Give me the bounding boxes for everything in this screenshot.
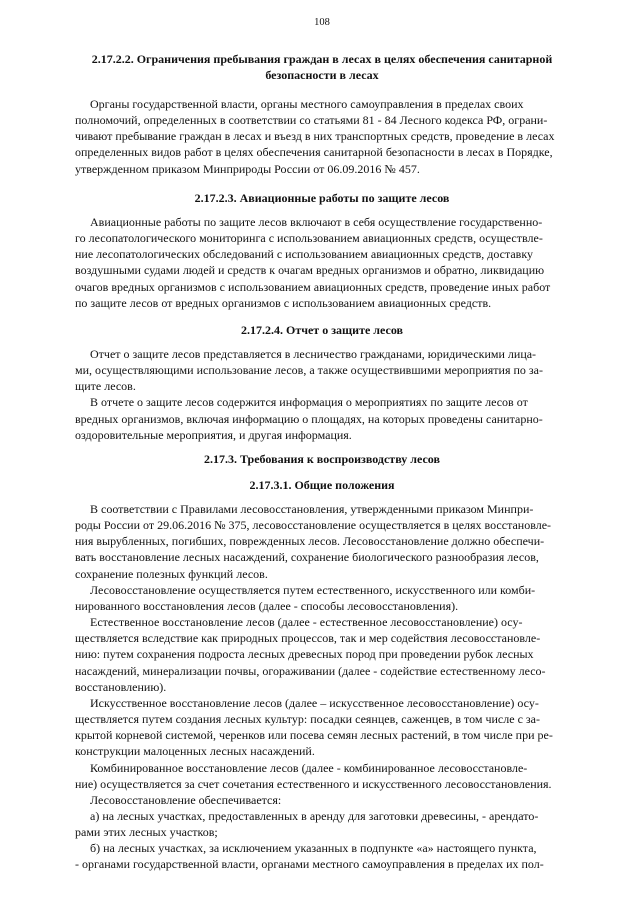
section-heading: 2.17.3.1. Общие положения bbox=[249, 478, 395, 492]
paragraph: В отчете о защите лесов содержится информация о мероприятиях по защите лесов от вредных организмов, включая информацию о площадях, на которых проведены санитарно- оздоровительные мероприятия, и другая информация. bbox=[75, 395, 543, 442]
section-heading-2-17-2-3 bbox=[75, 190, 569, 206]
paragraph: Комбинированное восстановление лесов (далее - комбинированное лесовосстановле- ние) осуществляется за счет сочетания естественного и искусственного лесовосстановления. bbox=[75, 760, 552, 791]
section-heading: 2.17.2.2. Ограничения пребывания граждан в лесах в целях обеспечения санитарной безопасности в лесах bbox=[91, 52, 553, 82]
section-heading-2-17-3-1 bbox=[75, 477, 569, 493]
paragraph: Искусственное восстановление лесов (далее – искусственное лесовосстановление) осу- ществляется путем создания лесных культур: посадки сеянцев, саженцев, в том числе с за- крытой корневой системой, черенков или посева семян лесных растений, в том числе при ре- конструкции малоценных лесных насаждений. bbox=[75, 695, 553, 759]
paragraph: Естественное восстановление лесов (далее - естественное лесовосстановление) осу- ществляется вследствие как природных процессов, так и мер содействия лесовосстановле- нию: путем сохранения подроста лесных древесных пород при проведении рубок лесных насаждений, минерализации почвы, огораживании (далее - содействие естественному лесо- восстановлению). bbox=[75, 615, 546, 694]
section-heading: 2.17.2.4. Отчет о защите лесов bbox=[240, 323, 404, 337]
section-heading-2-17-2-2 bbox=[75, 51, 569, 83]
section-heading-2-17-3 bbox=[75, 451, 569, 467]
paragraph: б) на лесных участках, за исключением указанных в подпункте «а» настоящего пункта, - органами государственной власти, органами местного самоуправления в пределах их пол- bbox=[75, 841, 544, 872]
section-2-17-2-2-body bbox=[75, 96, 569, 177]
paragraph: Лесовосстановление осуществляется путем естественного, искусственного или комби- нированного восстановления лесов (далее - способы лесовосстановления). bbox=[75, 582, 536, 613]
paragraph: Органы государственной власти, органы местного самоуправления в пределах своих полномочий, определенных в соответствии со статьями 81 - 84 Лесного кодекса РФ, ограни- чивают пребывание граждан в лесах и въезд в них транспортных средств, проведение в лесах определенных видов работ в целях обеспечения санитарной безопасности в лесах в Порядке, утвержденном приказом Минприроды России от 06.09.2016 № 457. bbox=[75, 97, 555, 176]
paragraph: Лесовосстановление обеспечивается: bbox=[90, 792, 282, 807]
section-2-17-2-4-body bbox=[75, 346, 569, 443]
paragraph: Отчет о защите лесов представляется в лесничество гражданами, юридическими лица- ми, осуществляющими использование лесов, а также осуществившими мероприятия по за- щите лесов. bbox=[75, 347, 543, 394]
page-number: 108 bbox=[314, 17, 330, 28]
section-heading: 2.17.2.3. Авиационные работы по защите лесов bbox=[194, 191, 450, 205]
section-2-17-2-3-body bbox=[75, 214, 569, 311]
section-2-17-3-1-body bbox=[75, 501, 569, 873]
paragraph: Авиационные работы по защите лесов включают в себя осуществление государственно- го лесопатологического мониторинга с использованием авиационных средств, осуществле- ние лесопатологических обследований с использованием авиационных средств, доставку воздушными судами людей и средств к очагам вредных организмов и обратно, ликвидацию очагов вредных организмов с использованием авиационных средств, проведение иных работ по защите лесов от вредных организмов с использованием авиационных средств. bbox=[75, 215, 551, 310]
paragraph: а) на лесных участках, предоставленных в аренду для заготовки древесины, - арендато- рами этих лесных участков; bbox=[75, 808, 539, 840]
section-heading-2-17-2-4 bbox=[75, 322, 569, 338]
paragraph: В соответствии с Правилами лесовосстановления, утвержденными приказом Минпри- роды России от 29.06.2016 № 375, лесовосстановление осуществляется в целях восстановле- ния вырубленных, погибших, поврежденных лесов. Лесовосстановление должно обеспечи- вать восстановление лесных насаждений, сохранение биологического разнообразия лесов, сохранение полезных функций лесов. bbox=[75, 502, 552, 581]
section-heading: 2.17.3. Требования к воспроизводству лесов bbox=[204, 452, 440, 466]
